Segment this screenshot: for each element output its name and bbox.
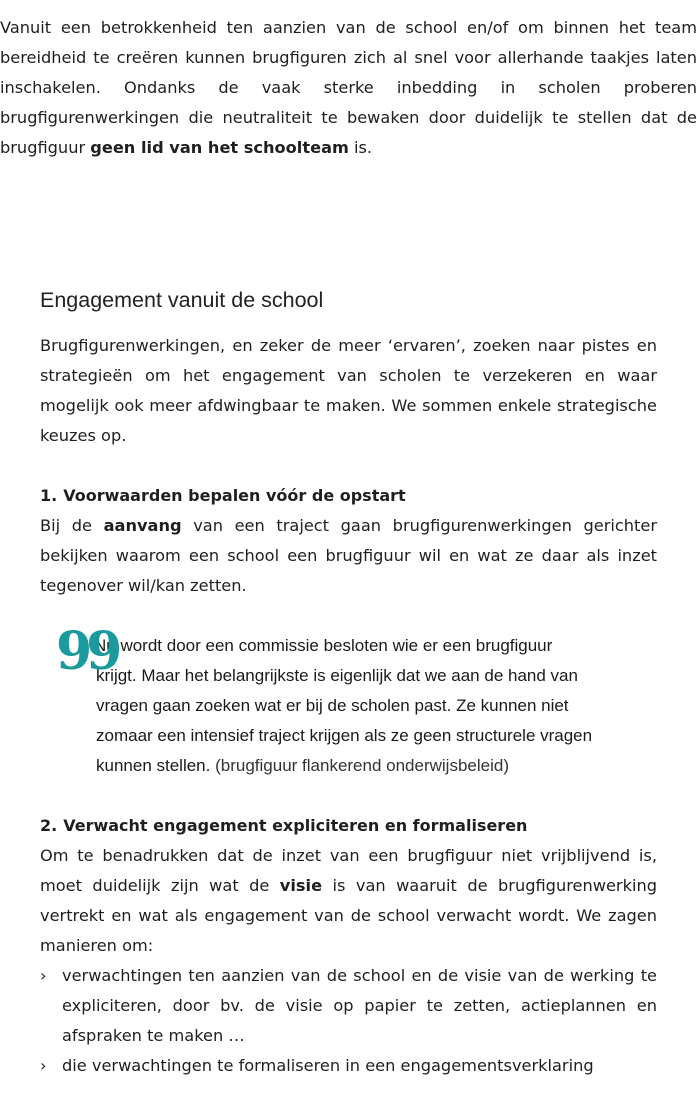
item-1-bold: aanvang [103, 516, 182, 535]
quote-line-last [96, 751, 651, 781]
intro-text: Vanuit een betrokkenheid ten aanzien van de school en/of om binnen het team bereidheid te creëren kunnen brugfiguren zich al snel voor allerhande taakjes laten inschakelen. Ondanks de vaak sterke inbedding in scholen proberen brugfigurenwerkingen die neutraliteit te bewaken door duidelijk te stellen dat de brugfiguur [0, 18, 697, 157]
list-item [40, 1051, 657, 1081]
section-heading: Engagement vanuit de school [40, 288, 324, 312]
intro-paragraph [0, 13, 697, 163]
quote-line: krijgt. Maar het belangrijkste is eigenlijk dat we aan de hand van [96, 666, 578, 685]
bullet-chevron-icon: › [40, 1056, 47, 1075]
bullet-text: verwachtingen ten aanzien van de school en de visie van de werking te expliciteren, door bv. de visie op papier te zetten, actieplannen en afspraken te maken … [62, 966, 657, 1045]
item-1-text-start: Bij de [40, 516, 104, 535]
item-2-bullets [40, 961, 657, 1081]
item-2-text-start: Om te benadrukken dat de inzet van een brugfiguur niet vrijblijvend is, moet duidelijk zijn wat de [40, 846, 657, 895]
quote-line: vragen gaan zoeken wat er bij de scholen past. Ze kunnen niet [96, 696, 569, 715]
item-2-text-end: is van waaruit de brugfigurenwerking vertrekt en wat als engagement van de school verwacht wordt. We zagen manieren om: [40, 876, 657, 955]
item-2-text [40, 841, 657, 961]
item-2-title-text: Verwacht engagement expliciteren en formaliseren [63, 816, 528, 835]
item-2-number: 2. [40, 816, 58, 835]
item-1-text [40, 511, 657, 601]
quote-line-end: kunnen stellen. [96, 756, 211, 775]
quote-text [96, 631, 651, 781]
item-2-bold: visie [279, 876, 323, 895]
section-intro: Brugfigurenwerkingen, en zeker de meer ‘ervaren’, zoeken naar pistes en strategieën om het engagement van scholen te verzekeren en waar mogelijk ook meer afdwingbaar te maken. We sommen enkele strategische keuzes op. [40, 336, 657, 445]
bullet-chevron-icon: › [40, 966, 47, 985]
engagement-section [40, 285, 657, 1081]
item-1-title-text: Voorwaarden bepalen vóór de opstart [63, 486, 406, 505]
quote-line: Nu wordt door een commissie besloten wie er een brugfiguur [94, 636, 553, 655]
quote-line: zomaar een intensief traject krijgen als ze geen structurele vragen [96, 726, 593, 745]
intro-bold: geen lid van het schoolteam [90, 138, 349, 157]
item-1-title [40, 481, 657, 511]
quote-source: (brugfiguur flankerend onderwijsbeleid) [210, 756, 509, 775]
quote-block [40, 621, 657, 781]
quote-mark-icon: 99 [56, 621, 117, 682]
list-item [40, 961, 657, 1051]
intro-text-end: is. [348, 138, 373, 157]
item-1-text-end: van een traject gaan brugfigurenwerkingen gerichter bekijken waarom een school een brugfiguur wil en wat ze daar als inzet tegenover wil/kan zetten. [40, 516, 657, 595]
bullet-text: die verwachtingen te formaliseren in een engagementsverklaring [62, 1056, 594, 1075]
item-1-number: 1. [40, 486, 58, 505]
item-2-title [40, 811, 657, 841]
